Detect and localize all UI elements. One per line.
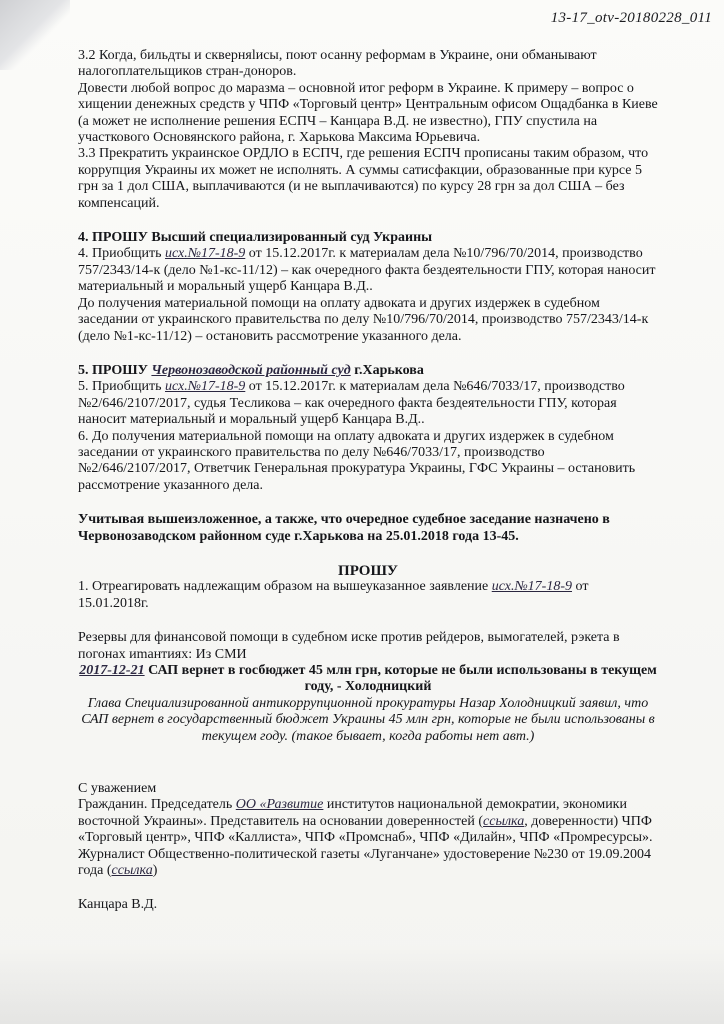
- signature-block: [78, 797, 658, 879]
- text-segment: 1. Отреагировать надлежащим образом на вышеуказанное заявление: [78, 579, 492, 595]
- summary-paragraph: Учитывая вышеизложенное, а также, что очередное судебное заседание назначено в Червонозаводском районном суде г.Харькова на 25.01.2018 года 13-45.: [78, 512, 610, 544]
- paragraph-4-stop: До получения материальной помощи на оплату адвоката и других издержек в судебном заседании от украинского правительства по делу №10/796/70/2014, производство 757/2343/14-к (дело №1-кс-11/12) – остановить рассмотрение указанного дела.: [78, 295, 649, 344]
- section-5-heading: [78, 363, 658, 379]
- paragraph-6-item: 6. До получения материальной помощи на оплату адвоката и других издержек в судебном заседании от украинского правительства по делу №646/7033/17, производство №2/646/2107/2017, Ответчик Генеральная прокуратура Украины, ГФС Украины – остановить рассмотрение указанного дела.: [78, 428, 636, 493]
- text-segment: институтов национальной демократии, экономики восточной Украины». Представитель на основании доверенностей (: [78, 797, 627, 829]
- news-headline: [78, 663, 658, 696]
- paragraph-5-item: [78, 379, 658, 428]
- ref-link[interactable]: исх.№17-18-9: [491, 579, 573, 595]
- text-segment: от 15.12.2017г. к материалам дела №10/796/70/2014, производство 757/2343/14-к (дело №1-кс-11/12) – как очередного факта бездеятельности ГПУ, которая наносит материальный и моральный ущерб Канцара В.Д..: [78, 246, 656, 295]
- regards: С уважением: [78, 781, 157, 797]
- paragraph-3-2-cont: Довести любой вопрос до маразма – основной итог реформ в Украине. К примеру – вопрос о хищении денежных средств у ЧПФ «Торговый центр» Центральным офисом Ощадбанка в Киеве (а может не исполнение решения ЕСПЧ – Канцара В.Д. не известно), ГПУ спустила на участкового Основянского района, г. Харькова Максима Юрьевича.: [78, 80, 658, 146]
- ref-link[interactable]: исх.№17-18-9: [165, 379, 246, 395]
- text-segment: 5. ПРОШУ: [78, 362, 152, 378]
- text-segment: г.Харькова: [350, 362, 424, 378]
- text-segment: САП вернет в госбюджет 45 млн грн, которые не были использованы в текущем году, - Холодницкий: [144, 663, 657, 695]
- text-segment: ): [152, 863, 158, 879]
- text-segment: , доверенности) ЧПФ «Торговый центр», ЧПФ «Каллиста», ЧПФ «Промснаб», ЧПФ «Дилайн», ЧПФ «Промресурсы». Журналист Общественно-политической газеты «Луганчане» удостоверение №230 от 19.09.2004 года (: [78, 813, 653, 879]
- page-shadow: [0, 944, 724, 1024]
- document-id-label: 13-17_otv-20180228_011: [550, 10, 712, 26]
- court-link[interactable]: Червонозаводской районный суд: [151, 362, 351, 378]
- text-segment: 5. Приобщить: [78, 379, 166, 395]
- page-fold-corner: [0, 0, 70, 70]
- text-segment: от 15.01.2018г.: [78, 579, 589, 611]
- reserves-intro: Резервы для финансовой помощи в судебном иске против рейдеров, вымогателей, рэкета в погонах иmантиях: Из СМИ: [78, 630, 620, 662]
- reference-link[interactable]: ссылка: [483, 813, 525, 829]
- text-segment: от 15.12.2017г. к материалам дела №646/7033/17, производство №2/646/2107/2017, судья Тесликова – как очередного факта бездеятельности ГПУ, которая наносит материальный и моральный ущерб Канцара В.Д..: [78, 379, 625, 428]
- signatory-name: Канцара В.Д.: [78, 897, 158, 913]
- news-date-link[interactable]: 2017-12-21: [79, 663, 145, 678]
- section-4-heading: 4. ПРОШУ Высший специализированный суд Украины: [78, 230, 433, 246]
- paragraph-3-2: 3.2 Когда, бильдты и скверняlисы, поют осанну реформам в Украине, они обманывают налогоплательщиков стран-доноров.: [78, 48, 597, 80]
- reference-link[interactable]: ссылка: [111, 863, 153, 879]
- document-body: [78, 48, 658, 914]
- text-segment: 4. Приобщить: [78, 246, 166, 262]
- org-link[interactable]: ОО «Развитие: [235, 797, 324, 813]
- text-segment: Гражданин. Председатель: [78, 797, 236, 813]
- news-body: Глава Специализированной антикоррупционной прокуратуры Назар Холодницкий заявил, что САП вернет в государственный бюджет Украины 45 млн грн, которые не были использованы в текущем году. (такое бывает, когда работы нет авт.): [81, 695, 655, 744]
- paragraph-3-3: 3.3 Прекратить украинское ОРДЛО в ЕСПЧ, где решения ЕСПЧ прописаны таким образом, что коррупция Украины их может не исполнять. А суммы сатисфакции, образованные при курсе 5 грн за 1 дол США, выплачиваются (и не выплачиваются) по курсу 28 грн за дол США – без компенсаций.: [78, 146, 649, 211]
- request-item-1: [78, 579, 658, 612]
- paragraph-4-item: [78, 246, 658, 295]
- ref-link[interactable]: исх.№17-18-9: [165, 246, 246, 262]
- request-title: ПРОШУ: [338, 562, 398, 579]
